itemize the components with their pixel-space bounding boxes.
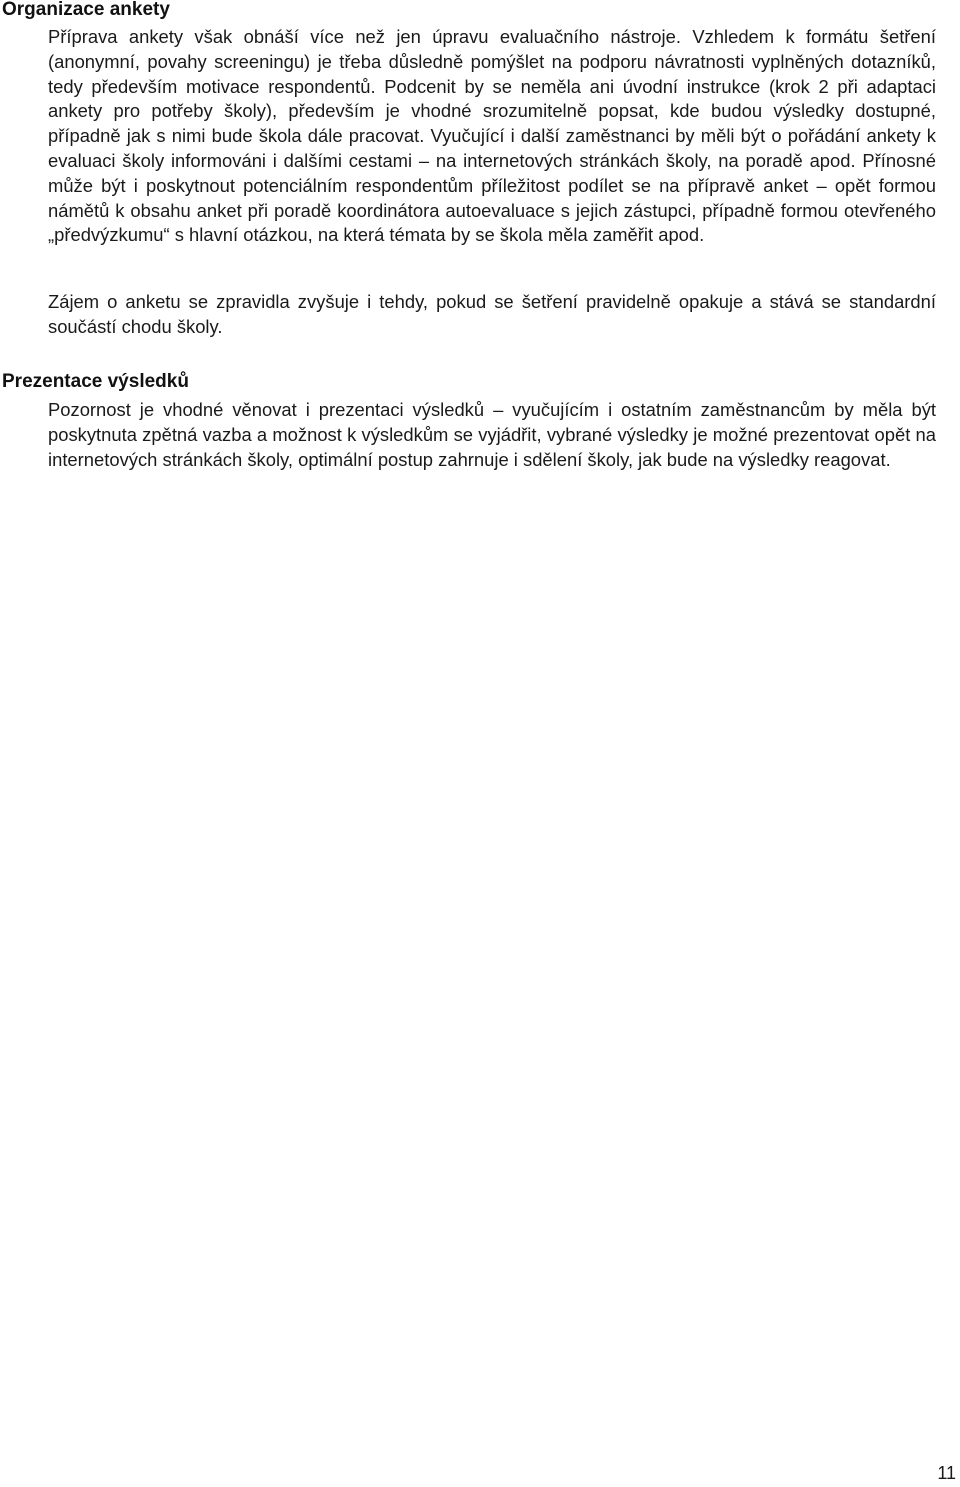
paragraph-organizace-1: Příprava ankety však obnáší více než jen úpravu evaluačního nástroje. Vzhledem k formátu šetření (anonymní, povahy screeningu) je třeba důsledně pomýšlet na podporu návratnosti vyplněných dotazníků, tedy především motivace respondentů. Podcenit by se neměla ani úvodní instrukce (krok 2 při adaptaci ankety pro potřeby školy), především je vhodné srozumitelně popsat, kde budou výsledky dostupné, případně jak s nimi bude škola dále pracovat. Vyučující i další zaměstnanci by měli být o pořádání ankety k evaluaci školy informováni i dalšími cestami – na internetových stránkách školy, na poradě apod. Přínosné může být i poskytnout potenciálním respondentům příležitost podílet se na přípravě anket – opět formou námětů k obsahu anket při poradě koordinátora autoevaluace s jejich zástupci, případně formou otevřeného „předvýzkumu“ s hlavní otázkou, na která témata by se škola měla zaměřit apod. bbox=[48, 26, 936, 246]
section-heading-organizace-ankety: Organizace ankety bbox=[2, 0, 170, 20]
page-number: 11 bbox=[937, 1463, 956, 1483]
section-heading-prezentace-vysledku: Prezentace výsledků bbox=[2, 371, 189, 392]
paragraph-prezentace-1: Pozornost je vhodné věnovat i prezentaci výsledků – vyučujícím i ostatním zaměstnancům by měla být poskytnuta zpětná vazba a možnost k výsledkům se vyjádřit, vybrané výsledky je možné prezentovat opět na internetových stránkách školy, optimální postup zahrnuje i sdělení školy, jak bude na výsledky reagovat. bbox=[48, 399, 936, 470]
paragraph-organizace-2: Zájem o anketu se zpravidla zvyšuje i tehdy, pokud se šetření pravidelně opakuje a stává se standardní součástí chodu školy. bbox=[48, 291, 936, 337]
